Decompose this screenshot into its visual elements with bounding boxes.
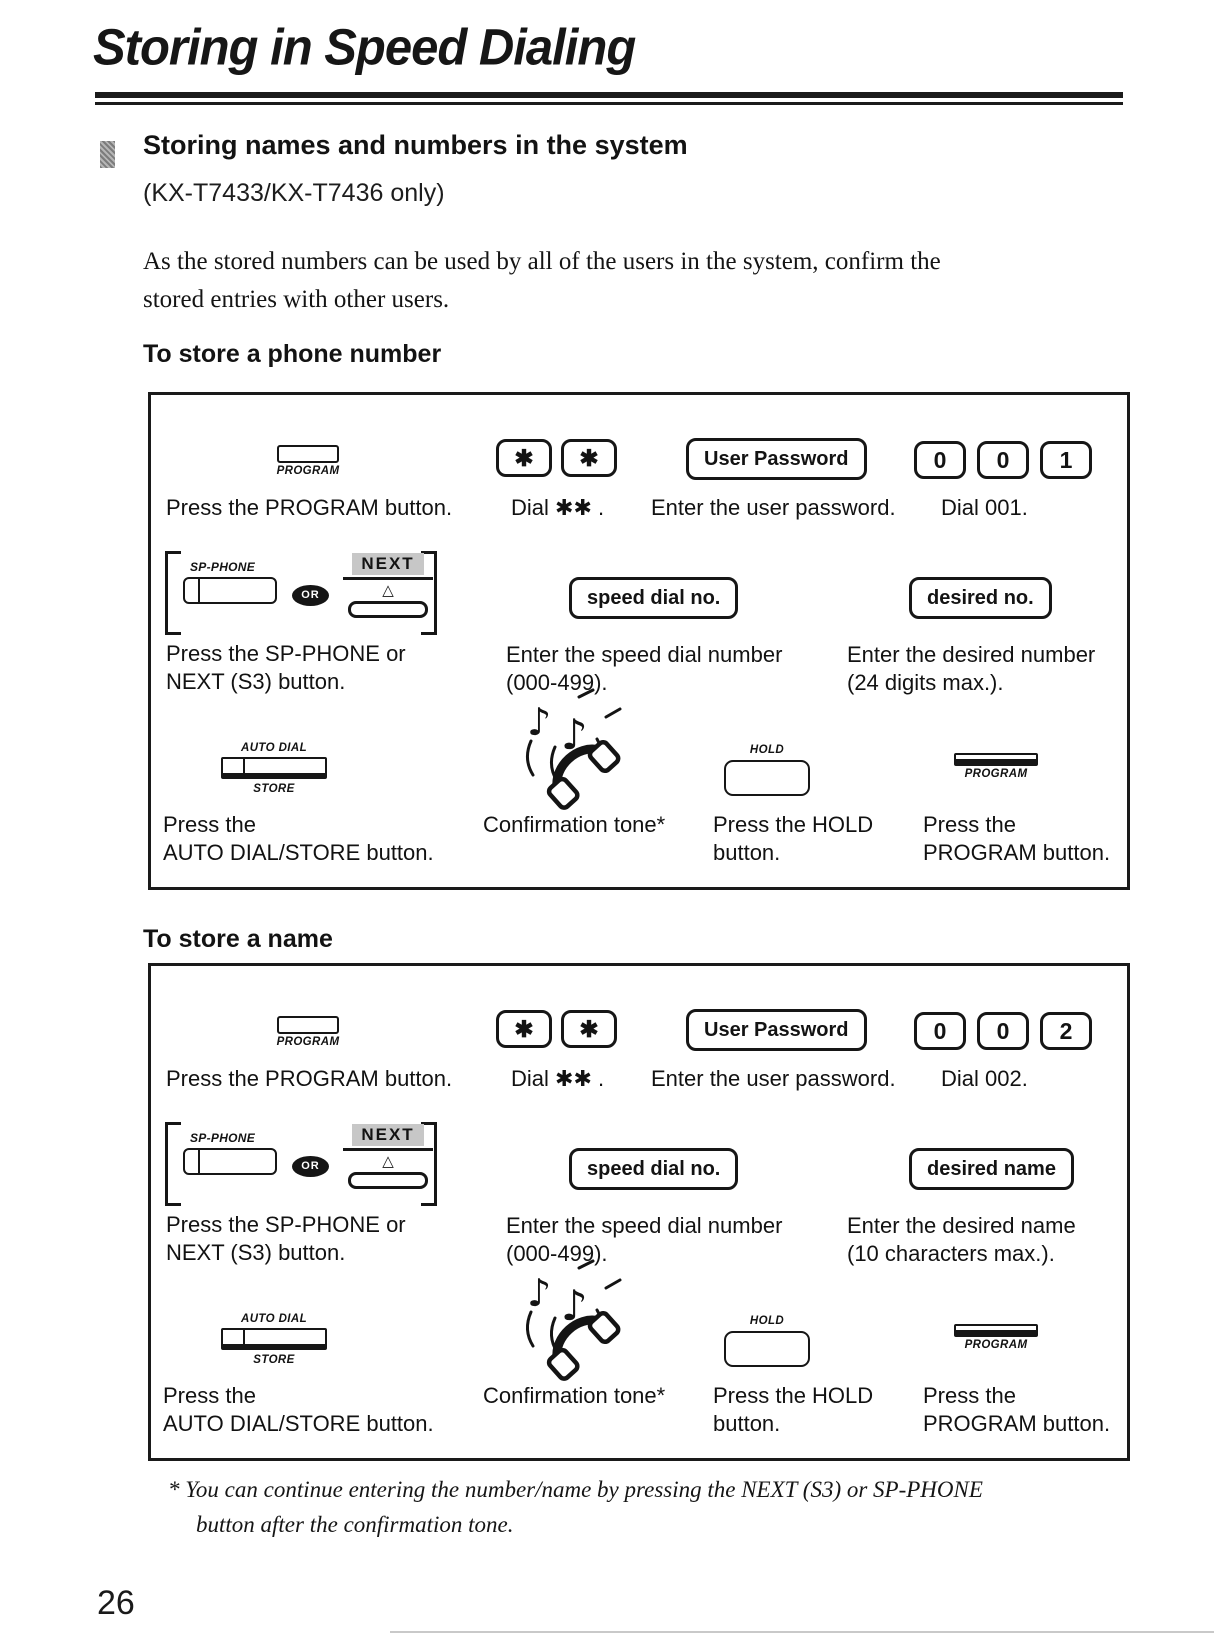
sp-phone-key	[183, 1132, 277, 1175]
caption-line: AUTO DIAL/STORE button.	[163, 840, 434, 865]
program-key-2-icon	[954, 1324, 1038, 1337]
speed-dial-label: speed dial no.	[569, 1148, 738, 1190]
program-key-icon	[277, 1016, 339, 1034]
star-key: ✱	[561, 1010, 617, 1048]
program-key-label: PROGRAM	[276, 1036, 340, 1048]
caption-line: Enter the desired number	[847, 642, 1096, 667]
star-keys	[496, 439, 617, 477]
store-name-box	[148, 963, 1130, 1461]
footnote-line-1: * You can continue entering the number/name by pressing the NEXT (S3) or SP-PHONE	[168, 1477, 983, 1502]
caption-press-auto-dial	[163, 1382, 434, 1438]
soft-key-icon	[348, 1172, 428, 1189]
caption-line: button.	[713, 1411, 781, 1436]
caption-line: (000-499).	[506, 1241, 608, 1266]
desired-number-key	[909, 577, 1052, 619]
section-heading: Storing names and numbers in the system	[143, 130, 688, 160]
store-number-heading: To store a phone number	[143, 340, 442, 368]
program-key-icon	[277, 445, 339, 463]
caption-line: (000-499).	[506, 670, 608, 695]
speed-dial-label: speed dial no.	[569, 577, 738, 619]
caption-line: Press the	[163, 812, 256, 837]
auto-dial-key-icon	[221, 757, 327, 779]
hold-label: HOLD	[749, 1315, 785, 1327]
footnote	[168, 1472, 983, 1542]
caption-line: Press the	[923, 1383, 1016, 1408]
caption-confirmation-tone: Confirmation tone*	[483, 812, 666, 837]
triangle-icon: △	[382, 581, 394, 600]
left-bracket-icon	[165, 551, 181, 635]
auto-dial-store-key	[203, 1311, 345, 1366]
user-password-key	[686, 438, 867, 480]
program-key-2	[937, 1324, 1055, 1352]
sp-phone-label: SP-PHONE	[190, 1131, 256, 1145]
program-key	[249, 1016, 367, 1049]
intro-line-1: As the stored numbers can be used by all of the users in the system, confirm the	[143, 248, 941, 275]
star-key: ✱	[561, 439, 617, 477]
next-key	[340, 1124, 436, 1189]
store-label: STORE	[253, 1353, 295, 1366]
caption-dial-star: Dial ✱✱ .	[511, 495, 605, 520]
auto-dial-label: AUTO DIAL	[241, 1313, 307, 1325]
auto-dial-store-key	[203, 740, 345, 795]
sp-phone-key-icon	[183, 1148, 277, 1175]
caption-dial-star: Dial ✱✱ .	[511, 1066, 605, 1091]
svg-text:♪: ♪	[527, 1271, 552, 1315]
star-keys	[496, 1010, 617, 1048]
sp-phone-or-next-group	[165, 551, 437, 635]
code-keys	[914, 441, 1092, 479]
digit-key: 2	[1040, 1012, 1092, 1050]
next-label: NEXT	[352, 1124, 423, 1146]
caption-press-program: Press the PROGRAM button.	[166, 1066, 453, 1091]
caption-line: Press the SP-PHONE or	[166, 641, 406, 666]
soft-key-icon	[348, 601, 428, 618]
next-key	[340, 553, 436, 618]
caption-line: AUTO DIAL/STORE button.	[163, 1411, 434, 1436]
desired-name-key	[909, 1148, 1074, 1190]
caption-line: NEXT (S3) button.	[166, 669, 346, 694]
caption-dial-code: Dial 001.	[941, 495, 1028, 520]
caption-line: button.	[713, 840, 781, 865]
digit-key: 1	[1040, 441, 1092, 479]
caption-line: Press the	[923, 812, 1016, 837]
caption-line: Press the	[163, 1383, 256, 1408]
triangle-icon: △	[382, 1152, 394, 1171]
speed-dial-key	[569, 1148, 738, 1190]
program-key-2-label: PROGRAM	[964, 1339, 1028, 1351]
caption-press-sp-phone	[166, 640, 406, 696]
svg-text:♪: ♪	[561, 710, 588, 759]
hold-key-icon	[724, 1331, 810, 1367]
caption-press-sp-phone	[166, 1211, 406, 1267]
hold-key	[711, 742, 823, 796]
auto-dial-key-icon	[221, 1328, 327, 1350]
svg-text:♪: ♪	[527, 700, 552, 744]
caption-line: Enter the speed dial number	[506, 1213, 783, 1238]
section-bullet-icon	[100, 141, 115, 168]
caption-line: (24 digits max.).	[847, 670, 1004, 695]
star-key: ✱	[496, 439, 552, 477]
caption-press-auto-dial	[163, 811, 434, 867]
code-keys	[914, 1012, 1092, 1050]
caption-line: PROGRAM button.	[923, 1411, 1111, 1436]
user-password-label: User Password	[686, 438, 867, 480]
confirmation-tone-icon	[509, 1254, 649, 1382]
title-rule-thick	[95, 92, 1123, 98]
bottom-scan-line	[390, 1631, 1214, 1633]
program-key-2-icon	[954, 753, 1038, 766]
footnote-line-2: button after the confirmation tone.	[196, 1512, 514, 1537]
desired-name-label: desired name	[909, 1148, 1074, 1190]
left-bracket-icon	[165, 1122, 181, 1206]
program-key	[249, 445, 367, 478]
store-label: STORE	[253, 782, 295, 795]
star-key: ✱	[496, 1010, 552, 1048]
sp-phone-or-next-group	[165, 1122, 437, 1206]
title-rule-thin	[95, 102, 1123, 105]
next-underline	[343, 1148, 433, 1151]
sp-phone-key-icon	[183, 577, 277, 604]
store-name-heading: To store a name	[143, 925, 333, 953]
digit-key: 0	[977, 1012, 1029, 1050]
caption-line: (10 characters max.).	[847, 1241, 1055, 1266]
intro-paragraph	[143, 243, 941, 319]
user-password-key	[686, 1009, 867, 1051]
next-label: NEXT	[352, 553, 423, 575]
hold-key	[711, 1313, 823, 1367]
caption-press-program: Press the PROGRAM button.	[166, 495, 453, 520]
speed-dial-key	[569, 577, 738, 619]
model-note: (KX-T7433/KX-T7436 only)	[143, 179, 445, 207]
hold-key-icon	[724, 760, 810, 796]
hold-label: HOLD	[749, 744, 785, 756]
caption-press-hold	[713, 1382, 873, 1438]
digit-key: 0	[914, 441, 966, 479]
caption-line: Press the HOLD	[713, 1383, 874, 1408]
caption-dial-code: Dial 002.	[941, 1066, 1028, 1091]
caption-press-hold	[713, 811, 873, 867]
caption-line: PROGRAM button.	[923, 840, 1111, 865]
program-key-label: PROGRAM	[276, 465, 340, 477]
caption-line: Press the SP-PHONE or	[166, 1212, 406, 1237]
digit-key: 0	[977, 441, 1029, 479]
caption-enter-password: Enter the user password.	[651, 1066, 896, 1091]
caption-enter-desired	[847, 1212, 1076, 1268]
page-title: Storing in Speed Dialing	[93, 19, 636, 77]
caption-line: Press the HOLD	[713, 812, 874, 837]
caption-press-program-2	[923, 811, 1110, 867]
user-password-label: User Password	[686, 1009, 867, 1051]
confirmation-tone-icon	[509, 683, 649, 811]
digit-key: 0	[914, 1012, 966, 1050]
caption-press-program-2	[923, 1382, 1110, 1438]
or-badge: OR	[292, 585, 329, 606]
auto-dial-label: AUTO DIAL	[241, 742, 307, 754]
caption-line: Enter the speed dial number	[506, 642, 783, 667]
store-number-box	[148, 392, 1130, 890]
or-badge: OR	[292, 1156, 329, 1177]
program-key-2-label: PROGRAM	[964, 768, 1028, 780]
sp-phone-key	[183, 561, 277, 604]
sp-phone-label: SP-PHONE	[190, 560, 256, 574]
page-number: 26	[97, 1584, 135, 1622]
caption-enter-desired	[847, 641, 1095, 697]
caption-enter-password: Enter the user password.	[651, 495, 896, 520]
svg-text:♪: ♪	[561, 1281, 588, 1330]
program-key-2	[937, 753, 1055, 781]
desired-number-label: desired no.	[909, 577, 1052, 619]
caption-line: Enter the desired name	[847, 1213, 1076, 1238]
next-underline	[343, 577, 433, 580]
intro-line-2: stored entries with other users.	[143, 286, 450, 313]
caption-line: NEXT (S3) button.	[166, 1240, 346, 1265]
caption-confirmation-tone: Confirmation tone*	[483, 1383, 666, 1408]
